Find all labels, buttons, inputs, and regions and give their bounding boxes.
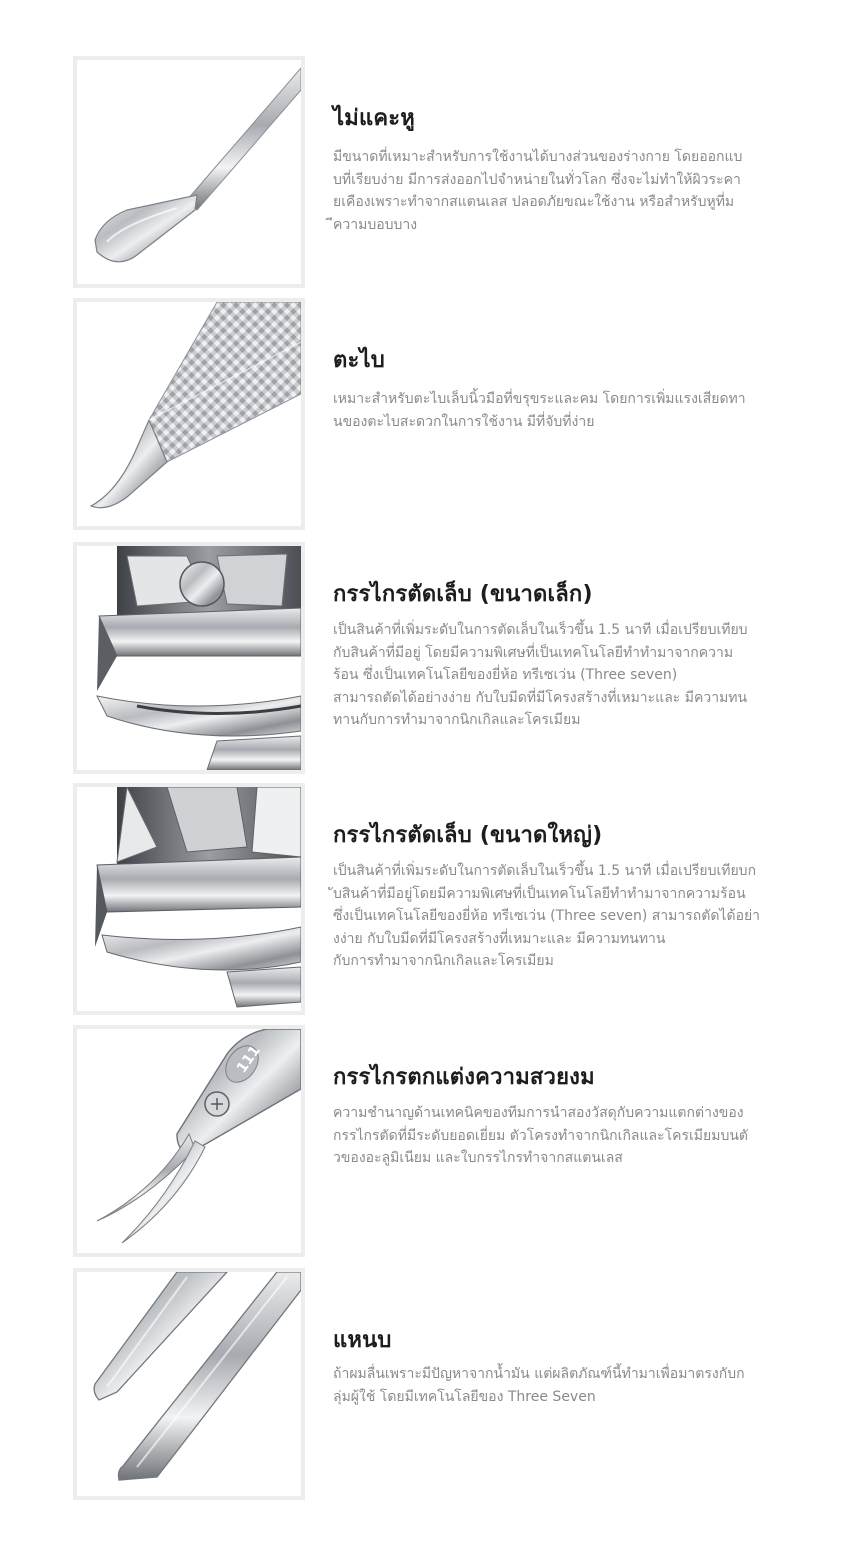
tweezers-icon: [77, 1272, 301, 1496]
product-description: เหมาะสำหรับตะไบเล็บนิ้วมือที่ขรุขระและคม โดยการเพิ่มแรงเสียดทา นของตะไบสะดวกในการใช้งาน มีที่จับที่ง่าย: [333, 391, 746, 430]
small-nail-clipper-icon: [77, 546, 301, 770]
product-nail-file: [0, 298, 850, 530]
product-description: เป็นสินค้าที่เพิ่มระดับในการตัดเล็บในเร็วขึ้น 1.5 นาที เมื่อเปรียบเทียบก ับสินค้าที่มีอยู่โดยมีความพิเศษที่เป็นเทคโนโลยีทำทำมาจากความร้อน ซึ่งเป็นเทคโนโลยีของยี่ห้อ ทรีเซเว่น (Three seven) สามารถตัดได้อย่า งง่าย กับใบมีดที่มีโครงสร้างที่เหมาะและ มีความทนทาน กับการทำมาจากนิกเกิลและโครเมียม: [333, 863, 761, 969]
nail-file-icon: [77, 302, 301, 526]
product-title: ตะไบ: [333, 348, 385, 373]
product-description: เป็นสินค้าที่เพิ่มระดับในการตัดเล็บในเร็วขึ้น 1.5 นาที เมื่อเปรียบเทียบ กับสินค้าที่มีอยู่ โดยมีความพิเศษที่เป็นเทคโนโลยีทำทำมาจากความ ร้อน ซึ่งเป็นเทคโนโลยีของยี่ห้อ ทรีเซเว่น (Three seven) สามารถตัดได้อย่างง่าย กับใบมีดที่มีโครงสร้างที่เหมาะและ มีความทน ทานกับการทำมาจากนิกเกิลและโครเมียม: [333, 622, 748, 728]
product-title: แหนบ: [333, 1328, 392, 1353]
large-nail-clipper-icon: [77, 787, 301, 1011]
ear-pick-icon: [77, 60, 301, 284]
product-image-frame: [73, 298, 305, 530]
product-tweezers: [0, 1268, 850, 1500]
beauty-scissors-icon: [77, 1029, 301, 1253]
product-image-frame: [73, 1025, 305, 1257]
product-description: ความชำนาญด้านเทคนิคของทีมการนำสองวัสดุกับความแตกต่างของ กรรไกรตัดที่มีระดับยอดเยี่ยม ตัวโครงทำจากนิกเกิลและโครเมียมบนตั วของอะลูมิเนียม และใบกรรไกรทำจากสแตนเลส: [333, 1105, 749, 1166]
product-title: กรรไกรตัดเล็บ (ขนาดเล็ก): [333, 582, 593, 607]
product-image-frame: [73, 56, 305, 288]
product-large-nail-clipper: [0, 783, 850, 1015]
product-small-nail-clipper: [0, 542, 850, 774]
product-title: ไม่แคะหู: [333, 106, 415, 131]
brand-badge-text: 111: [233, 1042, 264, 1077]
product-title: กรรไกรตัดเล็บ (ขนาดใหญ่): [333, 823, 603, 848]
product-beauty-scissors: [0, 1025, 850, 1257]
product-image-frame: [73, 783, 305, 1015]
product-ear-pick: [0, 56, 850, 288]
product-title: กรรไกรตกแต่งความสวยงม: [333, 1065, 595, 1090]
product-description: มีขนาดที่เหมาะสำหรับการใช้งานได้บางส่วนของร่างกาย โดยออกแบ บที่เรียบง่าย มีการส่งออกไปจำหน่ายในทั่วโลก ซึ่งจะไม่ทำให้ผิวระคา ยเคืองเพราะทำจากสแตนเลส ปลอดภัยขณะใช้งาน หรือสำหรับหูที่ม ีความบอบบาง: [333, 149, 743, 233]
product-description: ถ้าผมลื่นเพราะมีปัญหาจากน้ำมัน แต่ผลิตภัณฑ์นี้ทำมาเพื่อมาตรงกับก ลุ่มผู้ใช้ โดยมีเทคโนโลยีของ Three Seven: [333, 1366, 745, 1405]
product-image-frame: [73, 542, 305, 774]
product-image-frame: [73, 1268, 305, 1500]
